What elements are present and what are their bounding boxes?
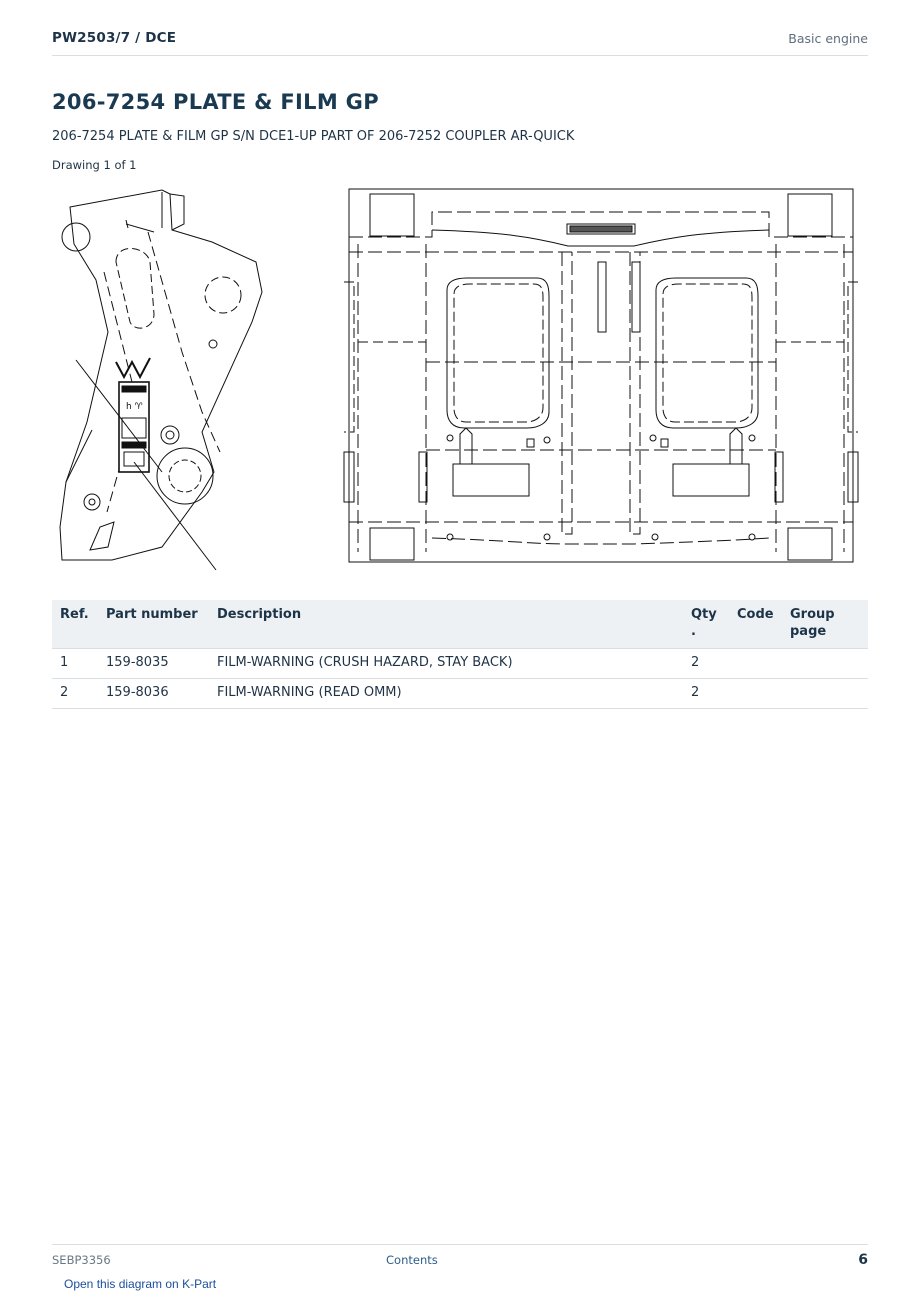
- cell-qty: 2: [683, 649, 729, 679]
- page-title: 206-7254 PLATE & FILM GP: [52, 90, 379, 114]
- cell-description: FILM-WARNING (READ OMM): [209, 679, 683, 709]
- table-row: [52, 679, 868, 709]
- page-number: 6: [858, 1252, 868, 1268]
- coupler-top-view: [344, 189, 858, 562]
- column-header-qty: Qty .: [683, 600, 729, 649]
- cell-part-number: 159-8035: [98, 649, 209, 679]
- parts-table: [52, 600, 868, 709]
- page-header: [52, 28, 868, 56]
- cell-qty: 2: [683, 679, 729, 709]
- coupler-side-view: [60, 190, 262, 570]
- cell-code: [729, 649, 782, 679]
- table-header-row: [52, 600, 868, 649]
- drawing-label: Drawing 1 of 1: [52, 158, 137, 172]
- section-name: Basic engine: [788, 31, 868, 46]
- cell-ref: 1: [52, 649, 98, 679]
- cell-code: [729, 679, 782, 709]
- cell-part-number: 159-8036: [98, 679, 209, 709]
- parts-diagram: [52, 182, 868, 577]
- document-code: PW2503/7 / DCE: [52, 30, 177, 46]
- column-header-group-page: Group page: [782, 600, 868, 649]
- footer-divider: [52, 1244, 868, 1245]
- table-row: [52, 649, 868, 679]
- column-header-description: Description: [209, 600, 683, 649]
- page-subtitle: 206-7254 PLATE & FILM GP S/N DCE1-UP PART OF 206-7252 COUPLER AR-QUICK: [52, 129, 575, 144]
- column-header-code: Code: [729, 600, 782, 649]
- cell-description: FILM-WARNING (CRUSH HAZARD, STAY BACK): [209, 649, 683, 679]
- column-header-part-number: Part number: [98, 600, 209, 649]
- cell-group-page: [782, 679, 868, 709]
- open-kpart-link[interactable]: Open this diagram on K-Part: [64, 1277, 217, 1291]
- cell-group-page: [782, 649, 868, 679]
- column-header-ref: Ref.: [52, 600, 98, 649]
- footer-document-code: SEBP3356: [52, 1253, 111, 1267]
- cell-ref: 2: [52, 679, 98, 709]
- contents-link[interactable]: Contents: [386, 1253, 438, 1267]
- svg-text:h ♈: h ♈: [126, 402, 143, 412]
